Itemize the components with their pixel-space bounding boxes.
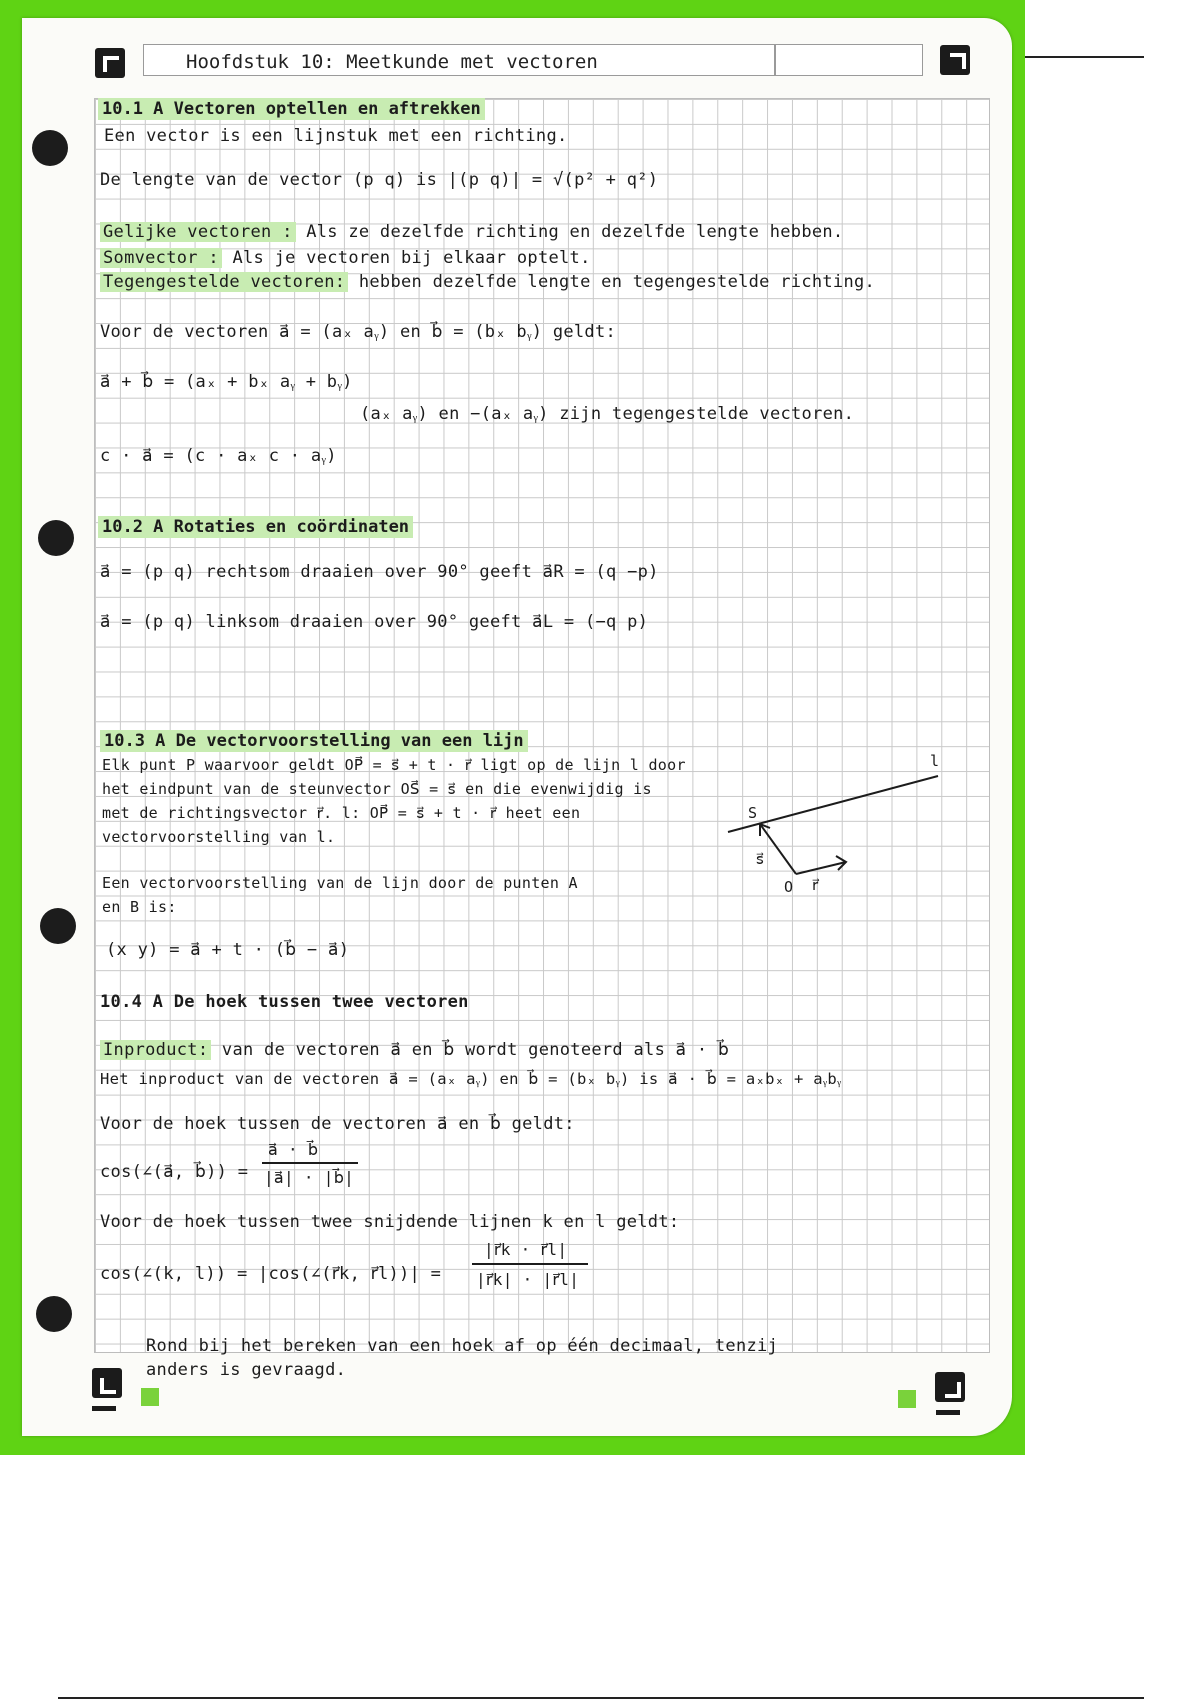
fraction-numerator: |r⃗k · r⃗l| (484, 1240, 568, 1259)
corner-marker-icon (92, 1368, 122, 1398)
formula-scalar: c · a⃗ = (c · aₓ c · aᵧ) (100, 446, 337, 466)
formula-cos-vectors: cos(∠(a⃗, b⃗)) = (100, 1162, 249, 1182)
bottom-rule (58, 1697, 1144, 1699)
text-line: het eindpunt van de steunvector OS⃗ = s⃗ en die evenwijdig is (102, 780, 652, 798)
formula-sum: a⃗ + b⃗ = (aₓ + bₓ aᵧ + bᵧ) (100, 372, 353, 392)
term: Tegengestelde vectoren: (100, 272, 348, 292)
definition-inproduct (100, 1040, 729, 1060)
line-diagram (700, 740, 950, 910)
definition-gelijke-vectoren (100, 222, 843, 242)
corner-marker-icon (95, 48, 125, 78)
section-heading-10-1: 10.1 A Vectoren optellen en aftrekken (98, 98, 485, 120)
definition-somvector (100, 248, 591, 268)
text-line: Een vectorvoorstelling van de lijn door de punten A (102, 874, 578, 892)
text-line: Voor de hoek tussen de vectoren a⃗ en b⃗ geldt: (100, 1114, 575, 1134)
note-line: Rond bij het bereken van een hoek af op één decimaal, tenzij (146, 1336, 779, 1356)
text-line: Voor de hoek tussen twee snijdende lijnen k en l geldt: (100, 1212, 680, 1232)
fraction-numerator: a⃗ · b⃗ (268, 1140, 319, 1159)
text-line: Elk punt P waarvoor geldt OP⃗ = s⃗ + t · r⃗ ligt op de lijn l door (102, 756, 686, 774)
label-s-vector: s⃗ (756, 850, 764, 868)
page-title: Hoofdstuk 10: Meetkunde met vectoren (186, 51, 598, 73)
definition-tegengestelde (100, 272, 875, 292)
dash-marker (936, 1410, 960, 1415)
note-line: anders is gevraagd. (146, 1360, 347, 1380)
formula-cos-lines: cos(∠(k, l)) = |cos(∠(r⃗k, r⃗l))| = (100, 1264, 442, 1284)
label-l: l (930, 752, 940, 770)
definition: Als je vectoren bij elkaar optelt. (232, 248, 591, 268)
binder-hole (40, 908, 76, 944)
formula-rotate-right: a⃗ = (p q) rechtsom draaien over 90° geeft a⃗R = (q −p) (100, 562, 659, 582)
label-o: O (784, 878, 794, 896)
dash-marker (92, 1406, 116, 1411)
fraction-bar (262, 1162, 358, 1164)
binder-hole (38, 520, 74, 556)
text-line: Voor de vectoren a⃗ = (aₓ aᵧ) en b⃗ = (bₓ bᵧ) geldt: (100, 322, 617, 342)
label-s: S (748, 804, 758, 822)
formula-line: (x y) = a⃗ + t · (b⃗ − a⃗) (106, 940, 350, 960)
corner-marker-icon (935, 1372, 965, 1402)
text-line: vectorvoorstelling van l. (102, 828, 336, 846)
green-marker (898, 1390, 916, 1408)
formula-inproduct: Het inproduct van de vectoren a⃗ = (aₓ aᵧ) en b⃗ = (bₓ bᵧ) is a⃗ · b⃗ = aₓbₓ + aᵧbᵧ (100, 1070, 842, 1088)
term: Somvector : (100, 248, 222, 268)
label-r-vector: r⃗ (812, 876, 819, 894)
text-line: Een vector is een lijnstuk met een richting. (104, 126, 568, 146)
fraction-denominator: |a⃗| · |b⃗| (264, 1168, 355, 1187)
corner-marker-icon (940, 45, 970, 75)
section-heading-10-4: 10.4 A De hoek tussen twee vectoren (100, 992, 469, 1012)
definition: van de vectoren a⃗ en b⃗ wordt genoteerd als a⃗ · b⃗ (221, 1040, 730, 1060)
support-vector (760, 824, 796, 874)
section-heading-10-3: 10.3 A De vectorvoorstelling van een lijn (100, 730, 528, 752)
term: Gelijke vectoren : (100, 222, 296, 242)
definition: hebben dezelfde lengte en tegengestelde richting. (358, 272, 876, 292)
formula-opposite: (aₓ aᵧ) en −(aₓ aᵧ) zijn tegengestelde vectoren. (360, 404, 855, 424)
direction-vector (796, 862, 846, 874)
text-line: en B is: (102, 898, 177, 916)
definition: Als ze dezelfde richting en dezelfde lengte hebben. (306, 222, 844, 242)
fraction-bar (472, 1263, 588, 1265)
section-heading-10-2: 10.2 A Rotaties en coördinaten (98, 516, 413, 538)
fraction-denominator: |r⃗k| · |r⃗l| (476, 1270, 580, 1289)
formula-rotate-left: a⃗ = (p q) linksom draaien over 90° geeft a⃗L = (−q p) (100, 612, 649, 632)
binder-hole (32, 130, 68, 166)
green-marker (141, 1388, 159, 1406)
binder-hole (36, 1296, 72, 1332)
top-rule (1022, 56, 1144, 58)
text-line: met de richtingsvector r⃗. l: OP⃗ = s⃗ + t · r⃗ heet een (102, 804, 581, 822)
formula-length: De lengte van de vector (p q) is |(p q)| = √(p² + q²) (100, 170, 659, 190)
term: Inproduct: (100, 1040, 211, 1060)
